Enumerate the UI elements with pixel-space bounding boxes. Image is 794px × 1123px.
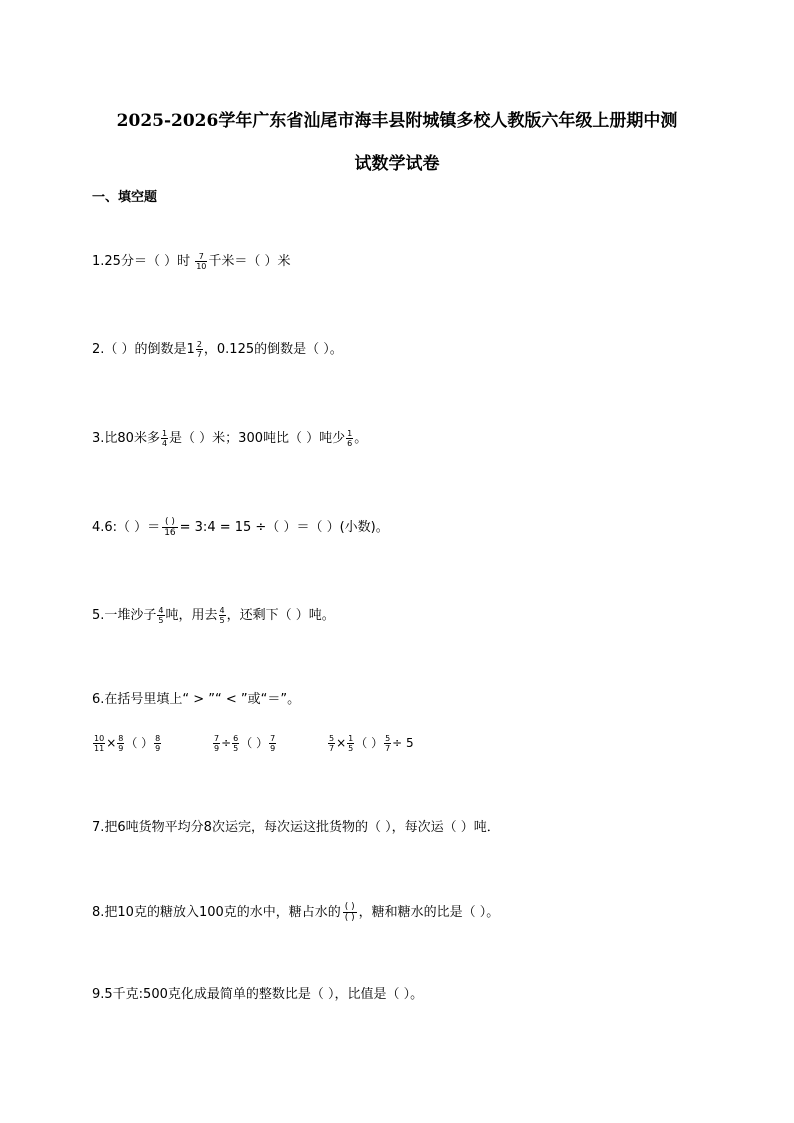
fraction — [343, 902, 357, 923]
operator: × — [106, 736, 117, 750]
fraction-denominator: 9 — [214, 744, 220, 753]
fraction-denominator: 6 — [347, 439, 353, 448]
fraction-numerator: 7 — [195, 252, 207, 262]
question-3-text-b: 是（ ）米；300吨比（ ）吨少 — [169, 431, 346, 446]
fraction-numerator: ( ) — [162, 517, 177, 528]
question-5-text-b: 吨，用去 — [165, 608, 218, 623]
fraction-denominator: 4 — [161, 439, 168, 448]
question-3 — [92, 429, 367, 449]
fraction-numerator: 1 — [347, 429, 353, 438]
question-4 — [92, 517, 389, 538]
question-6-text: 6.在括号里填上“ > ”“ < ”或“＝”。 — [92, 692, 301, 707]
fraction-numerator: 7 — [270, 734, 276, 743]
question-2-text-b: ，0.125的倒数是（ ）。 — [203, 342, 343, 357]
fraction — [219, 606, 226, 625]
section-heading: 一、填空题 — [92, 190, 158, 205]
fraction-numerator: 1 — [348, 734, 354, 743]
fraction — [269, 734, 276, 753]
fraction-denominator: 5 — [233, 744, 239, 753]
question-8-text-a: 8.把10克的糖放入100克的水中，糖占水的 — [92, 905, 341, 920]
fraction — [117, 734, 124, 753]
fraction-numerator: 1 — [161, 429, 168, 438]
question-7 — [92, 818, 500, 838]
fraction-numerator: 2 — [196, 340, 202, 349]
fraction — [384, 734, 391, 753]
tail: ÷ 5 — [392, 736, 414, 750]
fraction-denominator: 9 — [270, 744, 276, 753]
answer-blank: （ ） — [240, 736, 269, 750]
comparison-item-3 — [327, 734, 414, 753]
question-3-text-a: 3.比80米多 — [92, 431, 160, 446]
fraction-numerator: 5 — [329, 734, 335, 743]
fraction-denominator: 5 — [219, 616, 225, 625]
question-5-text-a: 5.一堆沙子 — [92, 608, 157, 623]
fraction — [93, 734, 105, 753]
fraction-numerator: ( ) — [344, 902, 355, 912]
fraction — [154, 734, 161, 753]
question-5 — [92, 606, 335, 626]
question-2 — [92, 340, 343, 360]
comparison-item-1 — [92, 734, 162, 753]
fraction-denominator: 7 — [196, 350, 202, 359]
fraction-denominator: 7 — [329, 744, 335, 753]
fraction — [157, 606, 164, 625]
fraction — [195, 252, 207, 271]
fraction — [213, 734, 220, 753]
answer-blank: （ ） — [355, 736, 384, 750]
fraction-numerator: 5 — [385, 734, 391, 743]
question-8 — [92, 902, 499, 923]
fraction-denominator: 5 — [158, 616, 164, 625]
fraction-denominator: 10 — [196, 262, 207, 271]
question-7-text: 7.把6吨货物平均分8次运完，每次运这批货物的（ ），每次运（ ）吨． — [92, 820, 500, 835]
fraction-denominator: 11 — [94, 744, 105, 753]
fraction-denominator: 16 — [164, 528, 176, 538]
fraction-numerator: 4 — [158, 606, 164, 615]
fraction-denominator: 9 — [118, 744, 124, 753]
fraction — [162, 517, 177, 538]
fraction — [161, 429, 168, 448]
fraction-numerator: 4 — [219, 606, 225, 615]
operator: ÷ — [221, 736, 232, 750]
fraction-denominator: 9 — [155, 744, 161, 753]
fraction-denominator: ( ) — [344, 913, 355, 923]
question-3-text-c: 。 — [354, 431, 368, 446]
fraction-numerator: 7 — [214, 734, 220, 743]
question-9 — [92, 985, 423, 1005]
question-2-text-a: 2.（ ）的倒数是1 — [92, 342, 195, 357]
question-1-text-a: 1.25分＝（ ）时 — [92, 254, 191, 269]
comparison-item-2 — [212, 734, 277, 753]
question-1-text-b: 千米＝（ ）米 — [208, 254, 291, 269]
fraction — [346, 429, 353, 448]
question-6 — [92, 690, 300, 710]
question-8-text-b: ，糖和糖水的比是（ ）。 — [358, 905, 500, 920]
question-4-text-a: 4.6:（ ）＝ — [92, 520, 161, 535]
fraction-numerator: 10 — [94, 734, 105, 743]
exam-title-line1: 2025-2026学年广东省汕尾市海丰县附城镇多校人教版六年级上册期中测 — [116, 111, 678, 131]
fraction — [232, 734, 239, 753]
fraction — [328, 734, 335, 753]
question-1 — [92, 252, 291, 272]
fraction-denominator: 5 — [348, 744, 354, 753]
fraction-denominator: 7 — [385, 744, 391, 753]
fraction-numerator: 6 — [233, 734, 239, 743]
fraction — [196, 340, 203, 359]
answer-blank: （ ） — [125, 736, 154, 750]
operator: × — [336, 736, 347, 750]
fraction-numerator: 8 — [155, 734, 161, 743]
question-5-text-c: ，还剩下（ ）吨。 — [226, 608, 335, 623]
exam-title-line2: 试数学试卷 — [354, 154, 440, 174]
question-9-text: 9.5千克:500克化成最简单的整数比是（ ），比值是（ ）。 — [92, 987, 424, 1002]
fraction-numerator: 8 — [118, 734, 124, 743]
question-4-text-b: = 3:4 = 15 ÷（ ）＝（ ）(小数)。 — [179, 520, 389, 535]
fraction — [347, 734, 354, 753]
